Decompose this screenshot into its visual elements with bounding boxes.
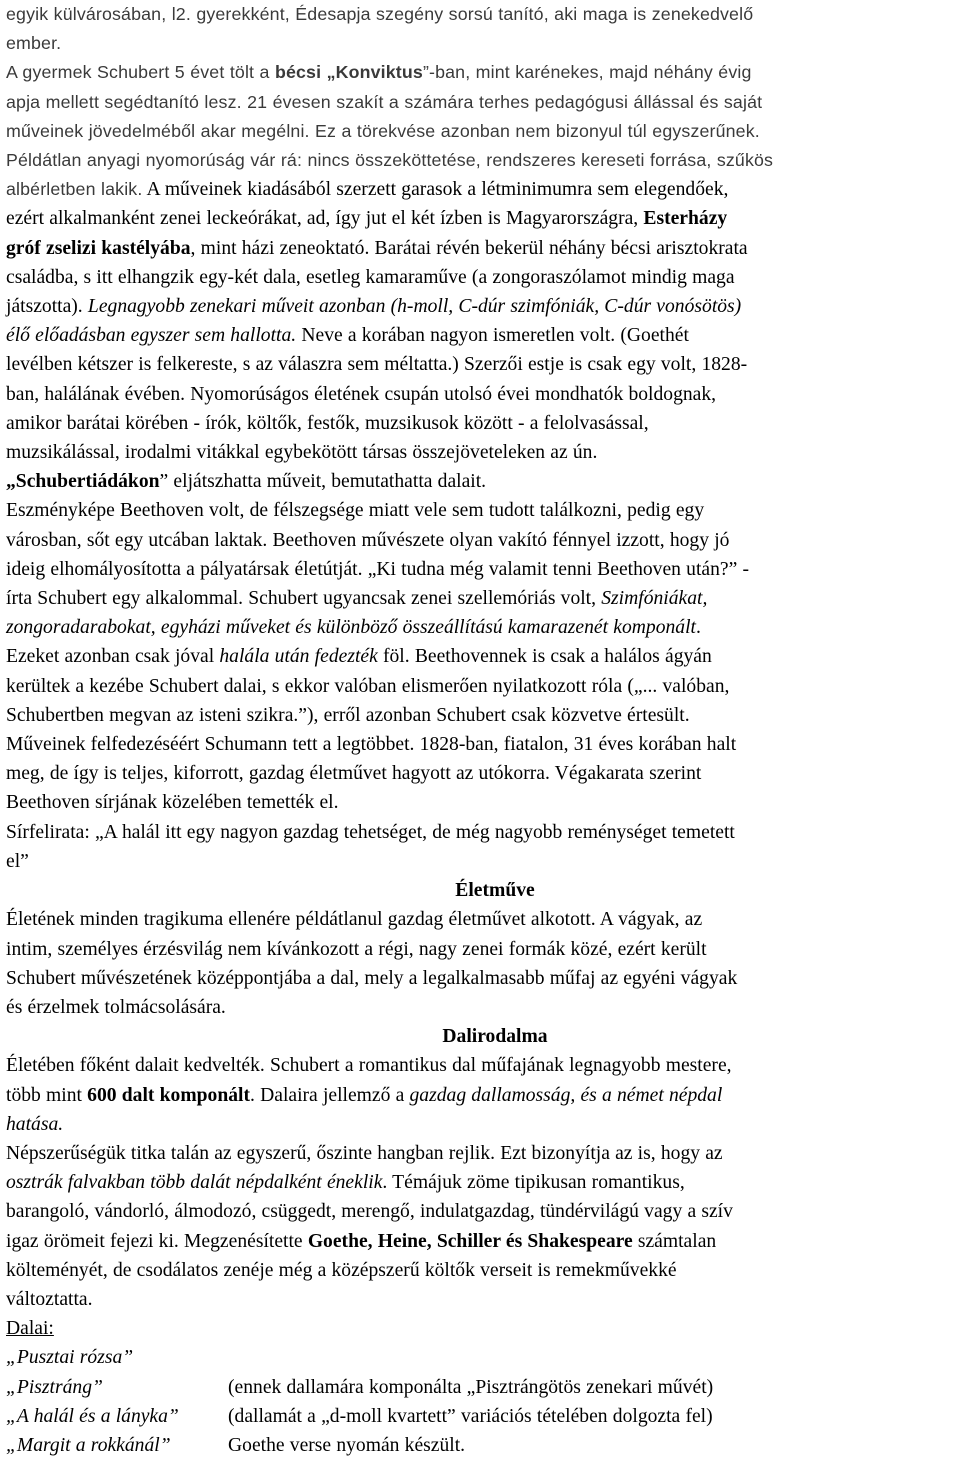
text: műveinek jövedelméből akar megélni. Ez a törekvése azonban nem bizonyul túl egyszerűnek. xyxy=(6,120,760,141)
text-line xyxy=(6,1110,960,1139)
text: igaz örömeit fejezi ki. Megzenésítette xyxy=(6,1230,308,1252)
text: apja mellett segédtanító lesz. 21 évesen szakít a számára terhes pedagógusi állással és saját xyxy=(6,91,763,112)
bold-text: Esterházy xyxy=(643,208,728,230)
bold-text: 600 dalt komponált xyxy=(87,1084,250,1106)
text: intim, személyes érzésvilág nem kívánkozott a régi, nagy zenei formák közé, ezért került xyxy=(6,938,707,960)
text-line xyxy=(6,1139,960,1168)
text-line xyxy=(6,321,960,350)
text: amikor barátai körében - írók, költők, festők, muzsikusok között - a felolvasással, xyxy=(6,412,649,434)
song-note: Goethe verse nyomán készült. xyxy=(228,1434,466,1456)
text-line xyxy=(6,204,960,233)
text: meg, de így is teljes, kiforrott, gazdag életművet hagyott az utókorra. Végakarata szerint xyxy=(6,763,702,785)
text: A gyermek Schubert 5 évet tölt a xyxy=(6,62,275,83)
song-note: (ennek dallamára komponálta „Pisztrángötös zenekari művét) xyxy=(228,1376,714,1398)
text-line xyxy=(6,642,960,671)
song-item xyxy=(6,1431,960,1460)
text-line xyxy=(6,438,960,467)
text: ban, halálának évében. Nyomorúságos életének csupán utolsó évei mondhatók boldognak, xyxy=(6,383,717,405)
italic-text: zongoradarabokat, egyházi műveket és különböző összeállítású kamarazenét komponált xyxy=(6,617,696,639)
text: és érzelmek tolmácsolására. xyxy=(6,996,226,1018)
italic-text: hatása. xyxy=(6,1113,64,1135)
section-heading-eletmuve xyxy=(6,876,960,905)
text-line xyxy=(6,292,960,321)
text: . Dalaira jellemző a xyxy=(250,1084,410,1106)
text: Eszményképe Beethoven volt, de félszegsége miatt vele sem tudott találkozni, pedig egy xyxy=(6,500,705,522)
text: Életében főként dalait kedvelték. Schubert a romantikus dal műfajának legnagyobb mestere, xyxy=(6,1055,732,1077)
text-line xyxy=(6,788,960,817)
text-line xyxy=(6,935,960,964)
text-line xyxy=(6,350,960,379)
text-line xyxy=(6,964,960,993)
text-line xyxy=(6,701,960,730)
song-item xyxy=(6,1373,960,1402)
song-title: „Pusztai rózsa” xyxy=(6,1347,134,1369)
text: Műveinek felfedezéséért Schumann tett a legtöbbet. 1828-ban, fiatalon, 31 éves korában halt xyxy=(6,734,737,756)
text-line xyxy=(6,730,960,759)
text: családba, s itt elhangzik egy-két dala, esetleg kamaraműve (a zongoraszólamot mindig maga xyxy=(6,266,735,288)
text: több mint xyxy=(6,1084,88,1106)
heading-text: Dalirodalma xyxy=(442,1026,548,1048)
text-line xyxy=(6,467,960,496)
text-line xyxy=(6,1227,960,1256)
text: városban, sőt egy utcában laktak. Beethoven művészete olyan vakító fénnyel izzott, hogy jó xyxy=(6,529,730,551)
text: barangoló, vándorló, álmodozó, csüggedt, merengő, indulatgazdag, tündérvilágú vagy a szív xyxy=(6,1201,733,1223)
text: költeményét, de csodálatos zenéje még a középszerű költők verseit is remekművekké xyxy=(6,1259,677,1281)
song-title: „A halál és a lányka” xyxy=(6,1405,179,1427)
text-line xyxy=(6,1256,960,1285)
text: Sírfelirata: „A halál itt egy nagyon gazdag tehetséget, de még nagyobb reménységet temetett xyxy=(6,821,735,843)
text-line xyxy=(6,905,960,934)
italic-text: Szimfóniákat, xyxy=(601,588,708,610)
text-line xyxy=(6,234,960,263)
text: . Témájuk zöme tipikusan romantikus, xyxy=(382,1172,685,1194)
bold-text: „Schubertiádákon xyxy=(6,471,160,493)
text: ”-ban, mint karénekes, majd néhány évig xyxy=(422,62,752,83)
text-line xyxy=(6,29,960,58)
bold-text: Goethe, Heine, Schiller és Shakespeare xyxy=(307,1230,633,1252)
text: albérletben lakik. xyxy=(6,179,143,200)
underlined-text: Dalai: xyxy=(6,1318,54,1340)
text-line xyxy=(6,117,960,146)
song-note: (dallamát a „d-moll kvartett” variációs tételében dolgozta fel) xyxy=(228,1405,713,1427)
text-line xyxy=(6,672,960,701)
text: ember. xyxy=(6,33,62,54)
text-line xyxy=(6,555,960,584)
text-line xyxy=(6,496,960,525)
text: egyik külvárosában, l2. gyerekként, Édesapja szegény sorsú tanító, aki maga is zenekedvelő xyxy=(6,4,754,24)
italic-text: élő előadásban egyszer sem hallotta. xyxy=(6,325,297,347)
text-line xyxy=(6,526,960,555)
text: föl. Beethovennek is csak a halálos ágyán xyxy=(377,646,712,668)
text-line xyxy=(6,1285,960,1314)
text-line xyxy=(6,847,960,876)
text: változtatta. xyxy=(6,1288,93,1310)
text-line xyxy=(6,818,960,847)
songs-label xyxy=(6,1314,960,1343)
text: Ezeket azonban csak jóval xyxy=(6,646,220,668)
text: kerültek a kezébe Schubert dalai, s ekkor valóban elismerően nyilatkozott róla („... valóban, xyxy=(6,675,730,697)
text-line xyxy=(6,613,960,642)
song-title: „Pisztráng” xyxy=(6,1376,103,1398)
text: írta Schubert egy alkalommal. Schubert ugyancsak zenei szellemóriás volt, xyxy=(6,588,602,610)
bold-text: gróf zselizi kastélyába xyxy=(6,237,191,259)
text-line xyxy=(6,1081,960,1110)
text: Schubert művészetének középpontjába a dal, mely a legalkalmasabb műfaj az egyéni vágyak xyxy=(6,967,738,989)
text: el” xyxy=(6,850,29,872)
italic-text: Legnagyobb zenekari műveit azonban (h-moll, C-dúr szimfóniák, C-dúr vonósötös) xyxy=(87,296,742,318)
text-line xyxy=(6,88,960,117)
song-title: „Margit a rokkánál” xyxy=(6,1434,171,1456)
text-line xyxy=(6,1168,960,1197)
song-list xyxy=(6,1343,960,1460)
text: Neve a korában nagyon ismeretlen volt. (Goethét xyxy=(296,325,689,347)
heading-text: Életműve xyxy=(455,880,535,902)
text-line xyxy=(6,584,960,613)
section-heading-dalirodalma xyxy=(6,1022,960,1051)
text: Népszerűségük titka talán az egyszerű, őszinte hangban rejlik. Ezt bizonyítja az is, hogy az xyxy=(6,1142,723,1164)
text: Életének minden tragikuma ellenére példátlanul gazdag életművet alkotott. A vágyak, az xyxy=(6,909,703,931)
text-line xyxy=(6,175,960,204)
text-line xyxy=(6,409,960,438)
text: ezért alkalmanként zenei leckeórákat, ad, így jut el két ízben is Magyarországra, xyxy=(6,208,644,230)
italic-text: gazdag dallamosság, és a német népdal xyxy=(409,1084,723,1106)
text-line xyxy=(6,146,960,175)
text: . xyxy=(695,617,701,639)
song-item xyxy=(6,1402,960,1431)
text-line xyxy=(6,1197,960,1226)
text: muzsikálással, irodalmi vitákkal egybekötött társas összejöveteleken az ún. xyxy=(6,442,598,464)
text: ideig elhomályosította a pályatársak életútját. „Ki tudna még valamit tenni Beethoven után?” - xyxy=(6,558,750,580)
text: Példátlan anyagi nyomorúság vár rá: nincs összeköttetése, rendszeres kereseti forrása, szűkös xyxy=(6,150,774,171)
text: Schubertben megvan az isteni szikra.”), erről azonban Schubert csak közvetve értesült. xyxy=(6,704,690,726)
text-line xyxy=(6,0,960,29)
text-line xyxy=(6,58,960,87)
text: , mint házi zeneoktató. Barátai révén bekerül néhány bécsi arisztokrata xyxy=(190,237,748,259)
italic-text: halála után fedezték xyxy=(219,646,378,668)
text: A műveinek kiadásából szerzett garasok a létminimumra sem elegendőek, xyxy=(142,179,729,201)
bold-text: bécsi „Konviktus xyxy=(274,62,423,83)
text-line xyxy=(6,1051,960,1080)
text-line xyxy=(6,993,960,1022)
text-line xyxy=(6,380,960,409)
text: levélben kétszer is felkereste, s az válaszra sem méltatta.) Szerzői estje is csak egy volt, 1828- xyxy=(6,354,748,376)
text: játszotta). xyxy=(6,296,88,318)
text-line xyxy=(6,759,960,788)
text-line xyxy=(6,263,960,292)
song-item xyxy=(6,1343,960,1372)
italic-text: osztrák falvakban több dalát népdalként éneklik xyxy=(6,1172,383,1194)
text: Beethoven sírjának közelében temették el. xyxy=(6,792,339,814)
text: számtalan xyxy=(632,1230,717,1252)
text: ” eljátszhatta műveit, bemutathatta dalait. xyxy=(159,471,487,493)
